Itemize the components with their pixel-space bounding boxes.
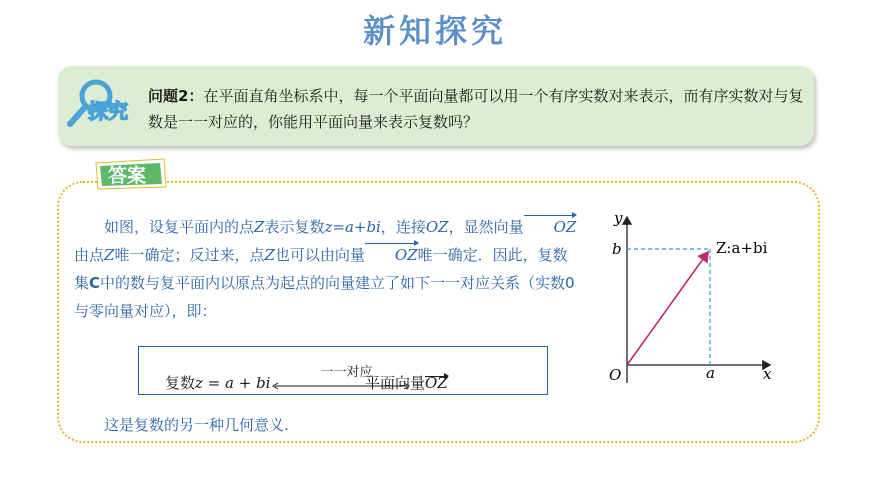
complex-expr: z = a + bi bbox=[195, 374, 271, 392]
vector-oz-line bbox=[627, 252, 708, 365]
answer-tag bbox=[94, 157, 168, 191]
segment-oz: OZ bbox=[425, 218, 449, 236]
answer-text-1: 如图，设复平面内的点 bbox=[104, 218, 255, 236]
question-text bbox=[148, 83, 808, 135]
answer-text-5: 由点 bbox=[74, 246, 105, 264]
answer-tag-label: 答案 bbox=[108, 165, 147, 187]
explore-badge-label: 探究 bbox=[88, 99, 128, 123]
complex-plane-diagram bbox=[600, 205, 790, 390]
y-axis-label: y bbox=[614, 209, 623, 227]
point-z-label: Z:a+bi bbox=[716, 239, 768, 257]
conclusion-text: 这是复数的另一种几何意义. bbox=[104, 416, 289, 434]
a-label: a bbox=[706, 364, 715, 382]
correspondence-left bbox=[165, 372, 270, 393]
answer-text-3: ，连接 bbox=[380, 218, 426, 236]
correspondence-box bbox=[138, 346, 548, 395]
origin-label: O bbox=[609, 366, 622, 384]
complex-label: 复数 bbox=[165, 374, 196, 392]
b-label: b bbox=[612, 240, 622, 258]
answer-text-6: 唯一确定；反过来，点 bbox=[114, 246, 265, 264]
complex-expression: z=a+bi bbox=[324, 218, 381, 236]
question-box bbox=[58, 66, 814, 146]
vector-oz: OZ bbox=[524, 213, 577, 241]
point-z: Z bbox=[264, 246, 275, 264]
correspondence-label: 一一对应 bbox=[320, 365, 373, 380]
answer-paragraph bbox=[74, 213, 579, 325]
answer-text-8: 唯一确定．因此，复数集 bbox=[74, 246, 568, 292]
question-body: 在平面直角坐标系中，每一个平面向量都可以用一个有序实数对来表示，而有序实数对与复数是一一对应的，你能用平面向量来表示复数吗？ bbox=[148, 87, 804, 131]
answer-text-9: 中的数与复平面内以原点为起点的向量建立了如下一一对应关系（实数0与零向量对应），即： bbox=[74, 274, 575, 320]
vector-label: 平面向量 bbox=[365, 374, 426, 392]
correspondence-right bbox=[365, 372, 448, 393]
answer-text-7: 也可以由向量 bbox=[274, 246, 365, 264]
x-axis-label: x bbox=[763, 365, 772, 383]
vector-oz: OZ bbox=[365, 241, 418, 269]
point-z: Z bbox=[254, 218, 265, 236]
explore-badge bbox=[62, 72, 142, 138]
complex-set-c: C bbox=[89, 274, 101, 292]
answer-text-2: 表示复数 bbox=[264, 218, 325, 236]
question-prefix: 问题2： bbox=[148, 87, 204, 105]
vector-oz: OZ bbox=[425, 374, 448, 392]
answer-text-4: ，显然向量 bbox=[448, 218, 524, 236]
page-title: 新知探究 bbox=[362, 12, 507, 50]
point-z: Z bbox=[104, 246, 115, 264]
